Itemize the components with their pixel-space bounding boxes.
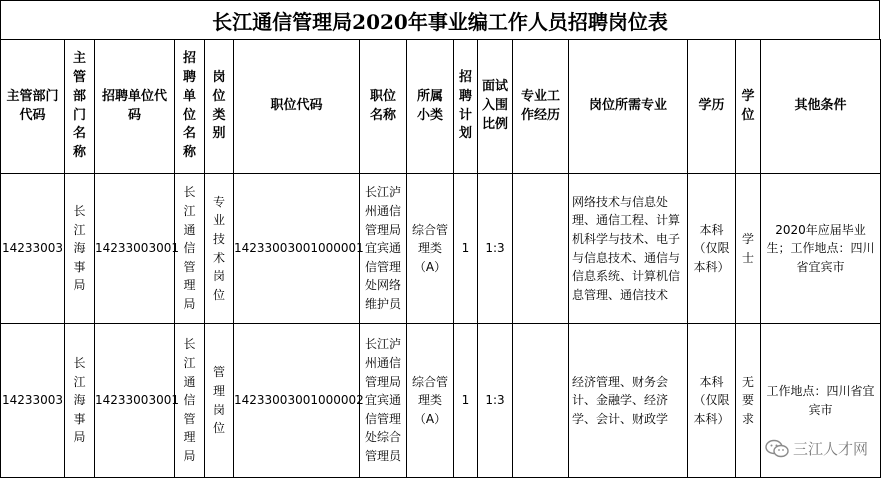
header-quota: 招聘计划 <box>454 40 478 174</box>
cell-dept-name: 长江海事局 <box>65 324 95 478</box>
cell-dept-code: 14233003 <box>1 324 65 478</box>
cell-unit-name: 长江通信管理局 <box>175 174 205 324</box>
table-row <box>1 324 881 478</box>
cell-post-type: 专业技术岗位 <box>205 174 234 324</box>
header-education: 学历 <box>688 40 736 174</box>
header-experience: 专业工作经历 <box>513 40 569 174</box>
cell-education: 本科（仅限本科） <box>688 324 736 478</box>
cell-major: 经济管理、财务会计、金融学、经济学、会计、财政学 <box>569 324 688 478</box>
cell-degree: 学士 <box>736 174 761 324</box>
cell-quota: 1 <box>454 174 478 324</box>
cell-dept-code: 14233003 <box>1 174 65 324</box>
cell-degree: 无要求 <box>736 324 761 478</box>
header-other: 其他条件 <box>761 40 881 174</box>
table-row <box>1 174 881 324</box>
table-header-row <box>1 40 881 174</box>
header-degree: 学位 <box>736 40 761 174</box>
cell-category: 综合管理类（A） <box>407 324 454 478</box>
cell-post-name: 长江泸州通信管理局宜宾通信管理处网络维护员 <box>360 174 407 324</box>
cell-post-code: 14233003001000001 <box>234 174 360 324</box>
header-unit-name: 招聘单位名称 <box>175 40 205 174</box>
header-major: 岗位所需专业 <box>569 40 688 174</box>
header-unit-code: 招聘单位代码 <box>95 40 175 174</box>
header-dept-code: 主管部门代码 <box>1 40 65 174</box>
cell-post-name: 长江泸州通信管理局宜宾通信管理处综合管理员 <box>360 324 407 478</box>
header-dept-name: 主管部门名称 <box>65 40 95 174</box>
cell-experience <box>513 324 569 478</box>
cell-category: 综合管理类（A） <box>407 174 454 324</box>
page-title: 长江通信管理局2020年事业编工作人员招聘岗位表 <box>0 0 880 40</box>
cell-other: 工作地点：四川省宜宾市 <box>761 324 881 478</box>
cell-education: 本科（仅限本科） <box>688 174 736 324</box>
cell-ratio: 1:3 <box>478 324 513 478</box>
cell-major: 网络技术与信息处理、通信工程、计算机科学与技术、电子与信息技术、通信与信息系统、计算机信息管理、通信技术 <box>569 174 688 324</box>
recruitment-table <box>0 39 881 478</box>
cell-other: 2020年应届毕业生；工作地点：四川省宜宾市 <box>761 174 881 324</box>
cell-unit-code: 14233003001 <box>95 174 175 324</box>
header-category: 所属小类 <box>407 40 454 174</box>
watermark-text: 三江人才网 <box>792 440 868 458</box>
cell-ratio: 1:3 <box>478 174 513 324</box>
header-post-name: 职位名称 <box>360 40 407 174</box>
header-post-type: 岗位类别 <box>205 40 234 174</box>
cell-unit-name: 长江通信管理局 <box>175 324 205 478</box>
cell-unit-code: 14233003001 <box>95 324 175 478</box>
header-ratio: 面试入围比例 <box>478 40 513 174</box>
cell-post-code: 14233003001000002 <box>234 324 360 478</box>
cell-experience <box>513 174 569 324</box>
cell-quota: 1 <box>454 324 478 478</box>
cell-post-type: 管理岗位 <box>205 324 234 478</box>
cell-dept-name: 长江海事局 <box>65 174 95 324</box>
header-post-code: 职位代码 <box>234 40 360 174</box>
